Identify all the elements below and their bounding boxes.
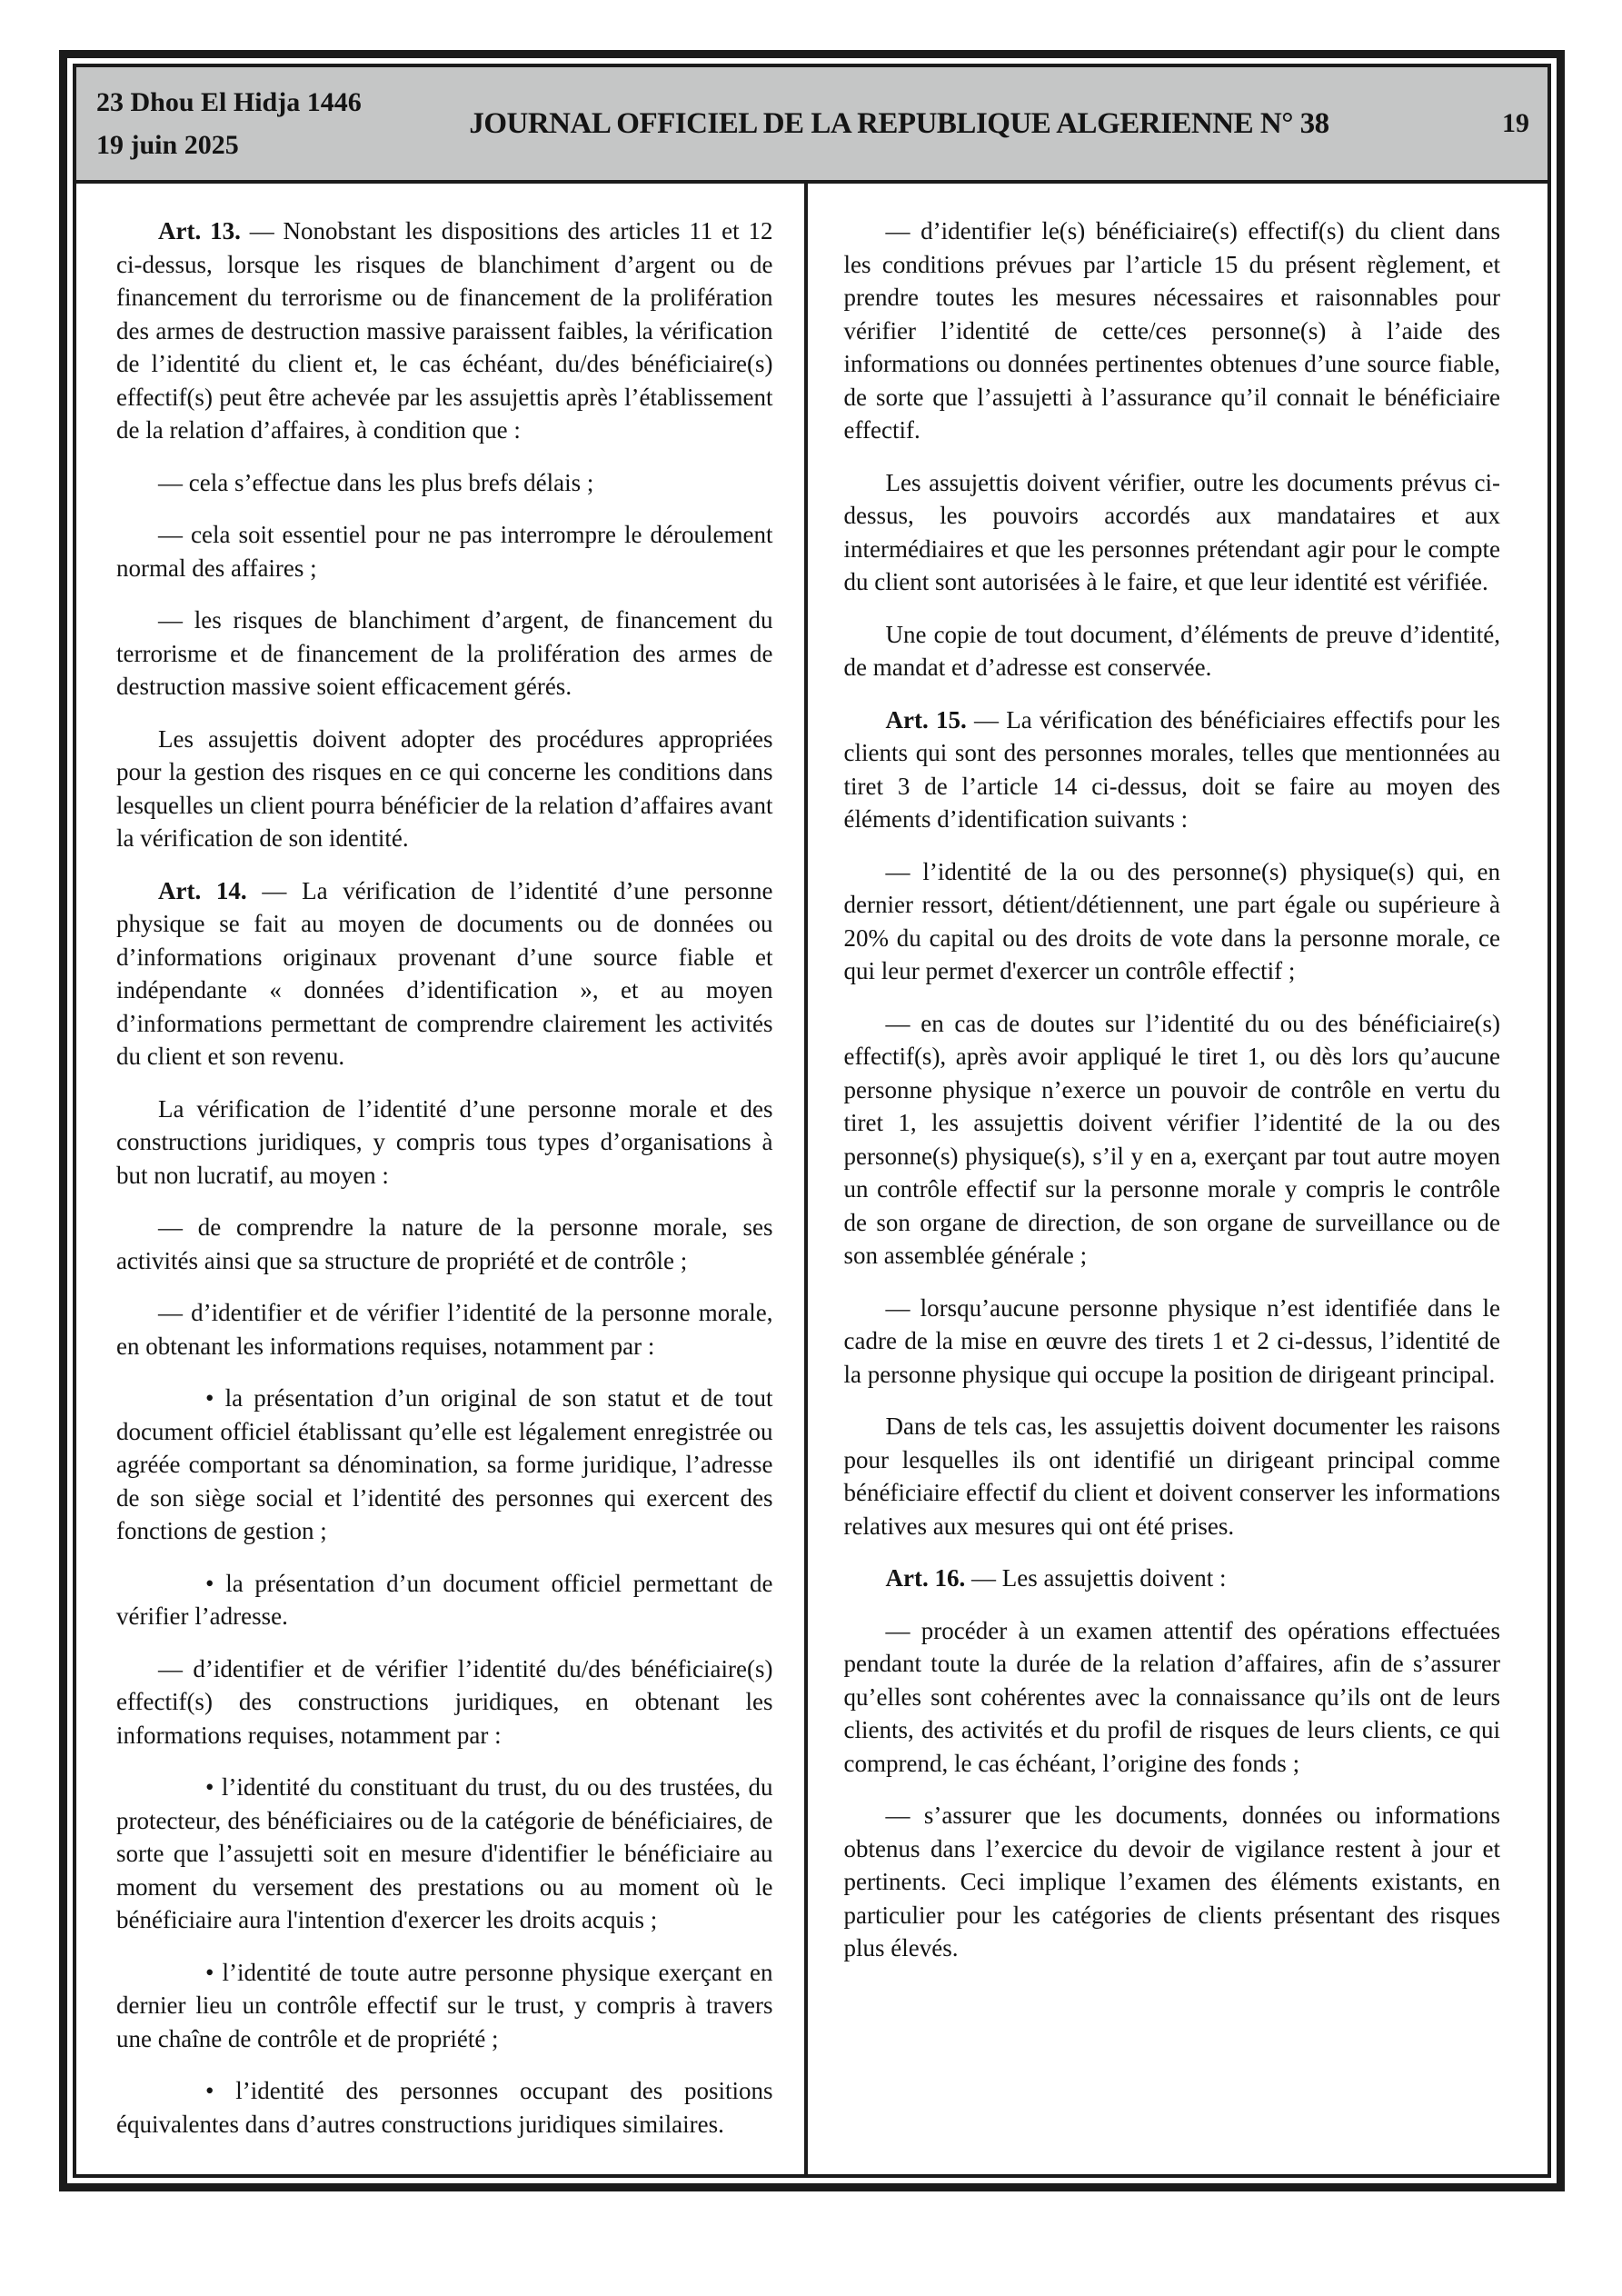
paragraph: — d’identifier le(s) bénéficiaire(s) effectif(s) du client dans les conditions prévues par l’article 15 du présent règlement, et prendre toutes les mesures nécessaires et raisonnables pour vérifier l’identité de cette/ces personne(s) à l’aide des informations ou données pertinentes obtenues d’une source fiable, de sorte que l’assujetti à l’assurance qu’il connait le bénéficiaire effectif. <box>843 217 1500 444</box>
left-column <box>76 184 804 2174</box>
date-hijri: 23 Dhou El Hidja 1446 <box>96 87 362 117</box>
page-number: 19 <box>1502 108 1529 138</box>
paragraph: — de comprendre la nature de la personne morale, ses activités ainsi que sa structure de propriété et de contrôle ; <box>116 1213 773 1274</box>
journal-header <box>76 67 1547 184</box>
paragraph: — en cas de doutes sur l’identité du ou des bénéficiaire(s) effectif(s), après avoir appliqué le tiret 1, ou dès lors qu’aucune personne physique n’exerce un pouvoir de contrôle en vertu du tiret 1, les assujettis doivent vérifier l’identité de la ou des personne(s) physique(s), s’il y en a, exerçant par tout autre moyen un contrôle effectif sur la personne morale y compris le contrôle de son organe de direction, de son organe de surveillance ou de son assemblée générale ; <box>843 1009 1500 1269</box>
paragraph: Les assujettis doivent adopter des procédures appropriées pour la gestion des risques en ce qui concerne les conditions dans lesquelles un client pourra bénéficier de la relation d’affaires avant la vérification de son identité. <box>116 724 773 852</box>
paragraph: • l’identité de toute autre personne physique exerçant en dernier lieu un contrôle effectif sur le trust, y compris à travers une chaîne de contrôle et de propriété ; <box>116 1958 773 2052</box>
paragraph: — d’identifier et de vérifier l’identité de la personne morale, en obtenant les informations requises, notamment par : <box>116 1299 773 1360</box>
article-paragraph: Art. 15. — La vérification des bénéficiaires effectifs pour les clients qui sont des personnes morales, telles que mentionnées au tiret 3 de l’article 14 ci-dessus, doit se faire au moyen des éléments d’identification suivants : <box>843 705 1500 833</box>
paragraph: Dans de tels cas, les assujettis doivent documenter les raisons pour lesquelles ils ont identifié un dirigeant principal comme bénéficiaire effectif du client et doivent conserver les informations relatives aux mesures qui ont été prises. <box>843 1413 1500 1540</box>
article-number: Art. 13. <box>158 217 241 245</box>
page-frame <box>59 50 1565 2191</box>
paragraph: — lorsqu’aucune personne physique n’est identifiée dans le cadre de la mise en œuvre des tirets 1 et 2 ci-dessus, l’identité de la personne physique qui occupe la position de dirigeant principal. <box>843 1293 1500 1388</box>
paragraph: La vérification de l’identité d’une personne morale et des constructions juridiques, y compris tous types d’organisations à but non lucratif, au moyen : <box>116 1094 773 1189</box>
article-paragraph: Art. 16. — Les assujettis doivent : <box>885 1564 1227 1592</box>
right-column <box>808 184 1548 2174</box>
paragraph: — procéder à un examen attentif des opérations effectuées pendant toute la durée de la relation d’affaires, afin de s’assurer qu’elles sont cohérentes avec la connaissance qu’ils ont de leurs clients, des activités et du profil de risques de leurs clients, ce qui comprend, le cas échéant, l’origine des fonds ; <box>843 1616 1500 1777</box>
page-inner-border <box>73 64 1551 2178</box>
article-number: Art. 15. <box>885 705 967 734</box>
article-number: Art. 16. <box>885 1564 966 1592</box>
paragraph: • l’identité des personnes occupant des positions équivalentes dans d’autres constructions juridiques similaires. <box>116 2077 773 2138</box>
article-number: Art. 14. <box>158 876 247 904</box>
paragraph: — cela soit essentiel pour ne pas interrompre le déroulement normal des affaires ; <box>116 521 773 582</box>
article-paragraph: Art. 14. — La vérification de l’identité d’une personne physique se fait au moyen de documents ou de données ou d’informations originaux provenant d’une source fiable et indépendante « données d’identification », et au moyen d’informations permettant de comprendre clairement les activités du client et son revenu. <box>116 876 773 1070</box>
paragraph: — d’identifier et de vérifier l’identité du/des bénéficiaire(s) effectif(s) des constructions juridiques, en obtenant les informations requises, notamment par : <box>116 1654 773 1749</box>
paragraph: • l’identité du constituant du trust, du ou des trustées, du protecteur, des bénéficiaires ou de la catégorie de bénéficiaires, de sorte que l’assujetti soit en mesure d'identifier le bénéficiaire au moment du versement des prestations ou au moment où le bénéficiaire aura l'intention d'exercer les droits acquis ; <box>116 1773 773 1933</box>
paragraph: — l’identité de la ou des personne(s) physique(s) qui, en dernier ressort, détient/détiennent, une part égale ou supérieure à 20% du capital ou des droits de vote dans la personne morale, ce qui leur permet d'exercer un contrôle effectif ; <box>843 857 1500 984</box>
journal-title: JOURNAL OFFICIEL DE LA REPUBLIQUE ALGERIENNE N° 38 <box>469 106 1329 140</box>
document-body <box>76 184 1547 2174</box>
paragraph: — les risques de blanchiment d’argent, de financement du terrorisme et de financement de la prolifération des armes de destruction massive soient efficacement gérés. <box>116 606 773 700</box>
paragraph: • la présentation d’un document officiel permettant de vérifier l’adresse. <box>116 1569 773 1630</box>
paragraph: — cela s’effectue dans les plus brefs délais ; <box>158 468 594 496</box>
paragraph: Une copie de tout document, d’éléments de preuve d’identité, de mandat et d’adresse est conservée. <box>843 620 1500 681</box>
article-paragraph: Art. 13. — Nonobstant les dispositions des articles 11 et 12 ci-dessus, lorsque les risques de blanchiment d’argent ou de financement du terrorisme ou de financement de la prolifération des armes de destruction massive paraissent faibles, la vérification de l’identité du client et, le cas échéant, du/des bénéficiaire(s) effectif(s) peut être achevée par les assujettis après l’établissement de la relation d’affaires, à condition que : <box>116 217 773 444</box>
header-dates <box>96 81 369 166</box>
paragraph: — s’assurer que les documents, données ou informations obtenus dans l’exercice du devoir de vigilance restent à jour et pertinents. Ceci implique l’examen des éléments existants, en particulier pour les catégories de clients présentant des risques plus élevés. <box>843 1802 1500 1962</box>
paragraph: Les assujettis doivent vérifier, outre les documents prévus ci-dessus, les pouvoirs accordés aux mandataires et aux intermédiaires et que les personnes prétendant agir pour le compte du client sont autorisées à le faire, et que leur identité est vérifiée. <box>843 468 1500 595</box>
date-gregorian: 19 juin 2025 <box>96 130 239 160</box>
paragraph: • la présentation d’un original de son statut et de tout document officiel établissant qu’elle est légalement enregistrée ou agréée comportant sa dénomination, sa forme juridique, l’adresse de son siège social et l’identité des personnes qui exercent des fonctions de gestion ; <box>116 1384 773 1544</box>
